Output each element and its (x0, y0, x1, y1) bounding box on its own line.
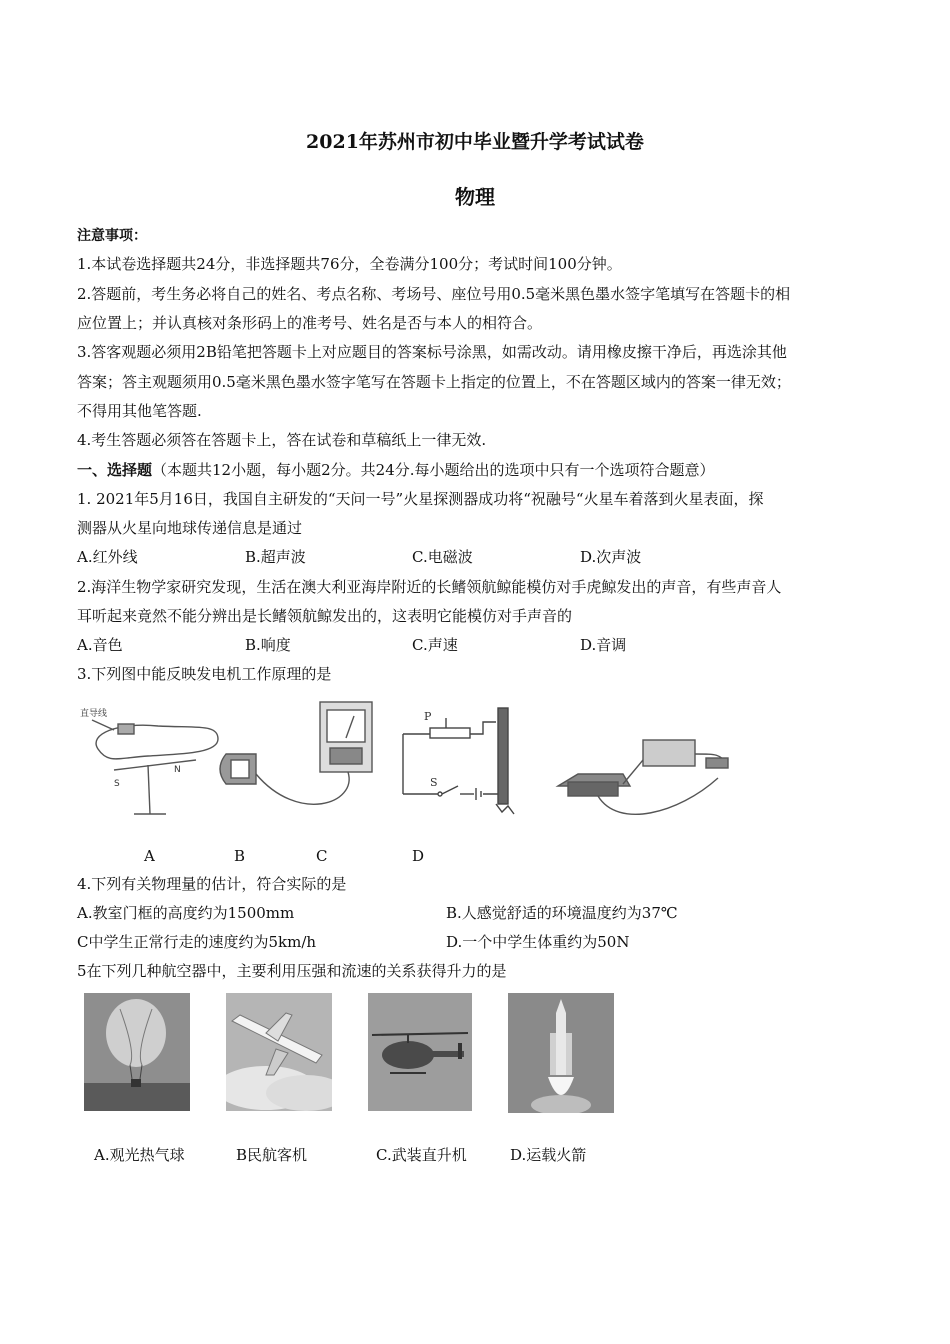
hot-air-balloon-icon (84, 993, 190, 1111)
helicopter-icon (368, 993, 472, 1111)
fig-a-wire-label: 直导线 (80, 709, 108, 719)
q4-stem: 4.下列有关物理量的估计，符合实际的是 (77, 875, 347, 893)
fig-a-s-label: S (114, 779, 120, 789)
q1-option-b: B.超声波 (245, 548, 306, 566)
q2-option-c: C.声速 (412, 636, 458, 654)
figure-b-generator (220, 702, 372, 804)
notice-item-4: 4.考生答题必须答在答题卡上，答在试卷和草稿纸上一律无效. (77, 431, 487, 449)
q2-option-b: B.响度 (245, 636, 291, 654)
notice-item-3: 3.答客观题必须用2B铅笔把答题卡上对应题目的答案标号涂黑，如需改动。请用橡皮擦干净后，再选涂其他 (77, 343, 787, 361)
section-heading-line (77, 460, 715, 480)
q3-label-c: C (316, 847, 328, 865)
notice-item-2-cont: 应位置上；并认真核对条形码上的准考号、姓名是否与本人的相符合。 (77, 314, 543, 332)
figure-c-electromagnet (403, 708, 514, 814)
q3-stem: 3.下列图中能反映发电机工作原理的是 (77, 665, 332, 683)
q5-option-a: A.观光热气球 (94, 1146, 185, 1164)
q4-option-c: C中学生正常行走的速度约为5km/h (77, 933, 317, 951)
q3-figures (78, 694, 738, 834)
subject-title: 物理 (455, 185, 495, 209)
notice-item-1: 1.本试卷选择题共24分，非选择题共76分，全卷满分100分；考试时间100分钟。 (77, 255, 622, 273)
airliner-icon (226, 993, 332, 1111)
q4-option-a: A.教室门框的高度约为1500mm (77, 904, 295, 922)
q5-option-c: C.武装直升机 (376, 1146, 467, 1164)
q2-option-d: D.音调 (580, 636, 627, 654)
q1-stem-1: 1. 2021年5月16日，我国自主研发的“天问一号”火星探测器成功将“祝融号“火星车着落到火星表面，探 (77, 490, 764, 508)
notice-item-2: 2.答题前，考生务必将自己的姓名、考点名称、考场号、座位号用0.5毫米黑色墨水签字笔填写在答题卡的相 (77, 285, 791, 303)
q2-option-a: A.音色 (77, 636, 123, 654)
exam-title: 2021年苏州市初中毕业暨升学考试试卷 (306, 131, 644, 153)
notice-item-3-cont2: 不得用其他笔答题. (77, 402, 202, 420)
figure-d-device (558, 740, 728, 814)
q4-option-b: B.人感觉舒适的环境温度约为37℃ (446, 904, 678, 922)
q5-option-b: B民航客机 (236, 1146, 308, 1164)
fig-c-p-label: P (424, 710, 432, 723)
q1-stem-2: 测器从火星向地球传递信息是通过 (77, 519, 303, 537)
q3-label-a: A (144, 847, 155, 865)
q5-stem: 5在下列几种航空器中，主要利用压强和流速的关系获得升力的是 (77, 962, 507, 980)
q1-option-a: A.红外线 (77, 548, 138, 566)
q2-stem-1: 2.海洋生物学家研究发现，生活在澳大利亚海岸附近的长鳍领航鲸能模仿对手虎鲸发出的声音，有些声音人 (77, 578, 782, 596)
notice-heading: 注意事项： (77, 228, 147, 244)
q3-label-b: B (234, 847, 246, 865)
fig-a-n-label: N (174, 765, 181, 775)
notice-item-3-cont: 答案；答主观题须用0.5毫米黑色墨水签字笔写在答题卡上指定的位置上，不在答题区域内的答案一律无效； (77, 373, 791, 391)
q3-label-d: D (412, 847, 425, 865)
q2-stem-2: 耳听起来竟然不能分辨出是长鳍领航鲸发出的，这表明它能模仿对手声音的 (77, 607, 573, 625)
section-note: （本题共12小题，每小题2分。共24分.每小题给出的选项中只有一个选项符合题意） (152, 461, 715, 479)
figure-a-oersted (80, 707, 218, 814)
q4-option-d: D.一个中学生体重约为50N (446, 933, 630, 951)
rocket-icon (508, 993, 614, 1113)
q5-option-d: D.运载火箭 (510, 1146, 587, 1164)
q1-option-d: D.次声波 (580, 548, 642, 566)
fig-c-s-label: S (430, 776, 438, 789)
section-heading: 一、选择题 (77, 461, 153, 479)
q1-option-c: C.电磁波 (412, 548, 473, 566)
